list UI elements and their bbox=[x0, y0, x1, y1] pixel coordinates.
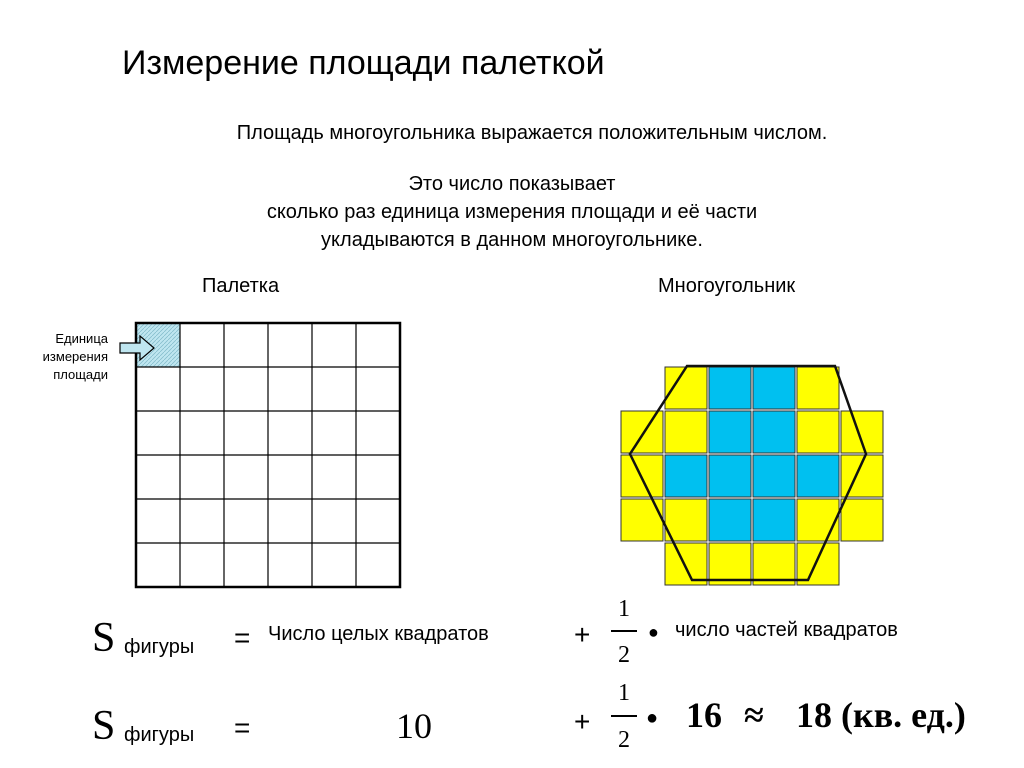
whole-squares-value: 10 bbox=[396, 706, 432, 746]
whole-square bbox=[753, 499, 795, 541]
formula2-denominator: 2 bbox=[618, 727, 630, 753]
formula2-numerator: 1 bbox=[618, 680, 630, 706]
slide-title: Измерение площади палеткой bbox=[122, 44, 605, 82]
partial-square bbox=[797, 543, 839, 585]
partial-squares-value: 16 bbox=[686, 695, 722, 735]
approx-sign: ≈ bbox=[744, 695, 764, 735]
partial-square bbox=[753, 543, 795, 585]
partial-square bbox=[621, 499, 663, 541]
formula1-plus: + bbox=[574, 619, 591, 650]
formula1-equals: = bbox=[234, 622, 251, 653]
palette-label: Палетка bbox=[202, 275, 280, 297]
whole-square bbox=[709, 455, 751, 497]
formula1-numerator: 1 bbox=[618, 596, 630, 622]
unit-label-line-3: площади bbox=[53, 367, 108, 382]
formula1-fraction-bar bbox=[611, 630, 637, 632]
definition-text: Площадь многоугольника выражается положительным числом. bbox=[236, 122, 828, 144]
whole-square bbox=[753, 367, 795, 409]
area-result: 18 (кв. ед.) bbox=[796, 695, 966, 735]
partial-square bbox=[621, 411, 663, 453]
partial-square bbox=[841, 411, 883, 453]
formula2-subscript: фигуры bbox=[124, 724, 195, 746]
polygon-cells bbox=[621, 367, 883, 585]
formula1-subscript: фигуры bbox=[124, 636, 195, 658]
partial-squares-text: число частей квадратов bbox=[675, 619, 898, 641]
partial-square bbox=[665, 411, 707, 453]
whole-squares-text: Число целых квадратов bbox=[268, 623, 489, 645]
unit-label-line-1: Единица bbox=[55, 331, 108, 346]
partial-square bbox=[797, 411, 839, 453]
formula2-equals: = bbox=[234, 712, 251, 743]
explanation-line-1: Это число показывает bbox=[408, 173, 616, 195]
formula1-S: S bbox=[92, 615, 116, 661]
formula2-fraction-bar bbox=[611, 715, 637, 717]
explanation-line-2: сколько раз единица измерения площади и её части bbox=[266, 201, 758, 223]
partial-square bbox=[709, 543, 751, 585]
partial-square bbox=[797, 499, 839, 541]
formula1-denominator: 2 bbox=[618, 642, 630, 668]
whole-square bbox=[665, 455, 707, 497]
whole-square bbox=[753, 411, 795, 453]
whole-square bbox=[709, 411, 751, 453]
partial-square bbox=[841, 499, 883, 541]
whole-square bbox=[797, 455, 839, 497]
whole-square bbox=[709, 367, 751, 409]
unit-label-line-2: измерения bbox=[42, 349, 108, 364]
explanation-line-3: укладываются в данном многоугольнике. bbox=[321, 229, 703, 251]
partial-square bbox=[665, 499, 707, 541]
formula2-plus: + bbox=[574, 706, 591, 737]
formula2-multiply-dot: ● bbox=[646, 707, 659, 729]
partial-square bbox=[665, 543, 707, 585]
whole-square bbox=[709, 499, 751, 541]
formula1-multiply-dot: ● bbox=[648, 622, 659, 642]
partial-square bbox=[797, 367, 839, 409]
polygon-label: Многоугольник bbox=[658, 275, 796, 297]
whole-square bbox=[753, 455, 795, 497]
formula2-S: S bbox=[92, 703, 116, 749]
